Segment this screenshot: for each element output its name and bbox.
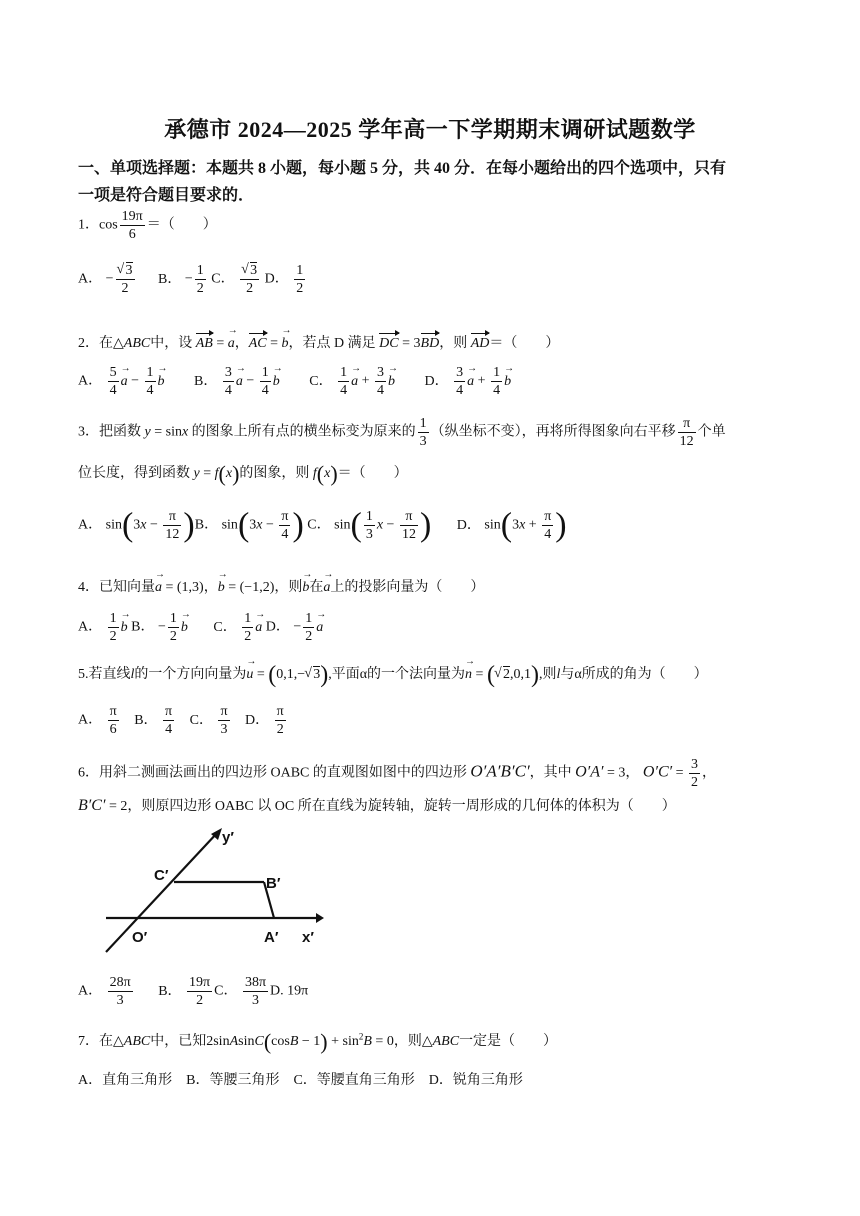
figure-label-a: A′ bbox=[264, 929, 279, 946]
question-6-line2: B′C′ = 2，则原四边形 OABC 以 OC 所在直线为旋转轴，旋转一周形成的几何体的体积为（ ） bbox=[78, 797, 676, 814]
figure-label-o: O′ bbox=[132, 929, 148, 946]
section-heading-line1: 一、单项选择题：本题共 8 小题，每小题 5 分，共 40 分．在每小题给出的四个选项中，只有 bbox=[78, 160, 727, 177]
question-6-options: A． $\frac{28\pi}{3}$ B． $\frac{19\pi}{2}$ C． $\frac{38\pi}{3}$ D. 19π bbox=[78, 975, 309, 1008]
question-5-options: A． $\frac{\pi}{6}$ B． $\frac{\pi}{4}$ C． $\frac{\pi}{3}$ D． $\frac{\pi}{2}$ bbox=[78, 704, 284, 737]
question-7: 7．在△ABC中，已知2sinAsinC(cosB − $1) + \sin^2B = 0$，则△ABC一定是（ ） bbox=[78, 1028, 558, 1054]
section-heading-line2: 一项是符合题目要求的． bbox=[78, 187, 255, 204]
question-3-line1: 3．把函数 y = sinx 的图象上所有点的横坐标变为原来的 $\frac{1}{3}$ （纵坐标不变），再将所得图象向右平移 $\frac{\pi}{12}$ 个单 bbox=[78, 416, 726, 449]
question-2: 2．在△ABC中，设 AB = → a，AC = → b，若点 D 满足 DC = 3BD，则 AD＝（ ） bbox=[78, 332, 559, 352]
oblique-view-figure bbox=[98, 826, 328, 956]
figure-label-b: B′ bbox=[266, 875, 281, 892]
question-7-options: A．直角三角形 B．等腰三角形 C．等腰直角三角形 D．锐角三角形 bbox=[78, 1073, 523, 1088]
question-2-options: A． $\frac{5}{4}$ → a − $\frac{1}{4}$ → b B． $\frac{3}{4}$ → a − $\frac{1}{4}$ → b C． $\frac{1}{4}$ → a + $\frac{3}{4}$ → b D． $\frac{3}{4}$ → a + $\frac{1}{4}$ → b bbox=[78, 364, 511, 399]
page-title: 承德市 2024—2025 学年高一下学期期末调研试题数学 bbox=[164, 117, 696, 142]
question-5: 5.若直线l的一个方向向量为→ u = (0,1,−√ 3),平面α的一个法向量为→ n = (√ 2,0,1),则l与α所成的角为（ ） bbox=[78, 663, 708, 687]
question-1: 1．cos $\frac{19\pi}{6}$ ＝（ ） bbox=[78, 209, 217, 242]
figure-label-x: x′ bbox=[302, 929, 314, 946]
figure-label-y: y′ bbox=[222, 829, 234, 846]
question-4-options: A． $\frac{1}{2}$ → b B． − $\frac{1}{2}$ → b C． $\frac{1}{2}$ → a D． − $\frac{1}{2}$ → a bbox=[78, 610, 323, 645]
question-3-line2: 位长度，得到函数 y = f(x)的图象，则 f(x)＝（ ） bbox=[78, 460, 408, 486]
question-3-options: A． sin(3x − $\frac{\pi}{12}$ )B． sin(3x − $\frac{\pi}{4}$ ) C． sin( $\frac{1}{3}$ x − $\frac{\pi}{12}$ ) D． sin(3x + $\frac{\pi}{4}$ ) bbox=[78, 506, 567, 544]
question-4: 4．已知向量→ a = (1,3)，→ b = (−1,2)，则→ b在→ a上的投影向量为（ ） bbox=[78, 576, 484, 596]
question-1-options: A． − √ $\frac{3}{2}$ B． − $\frac{1}{2}$ C． √ $\frac{3}{2}$ D． $\frac{1}{2}$ bbox=[78, 262, 307, 297]
question-6-line1: 6．用斜二测画法画出的四边形 OABC 的直观图如图中的四边形 O′A′B′C′，其中 O′A′ = 3， O′C′ = $\frac{3}{2}$ ， bbox=[78, 757, 717, 790]
figure-label-c: C′ bbox=[154, 867, 169, 884]
